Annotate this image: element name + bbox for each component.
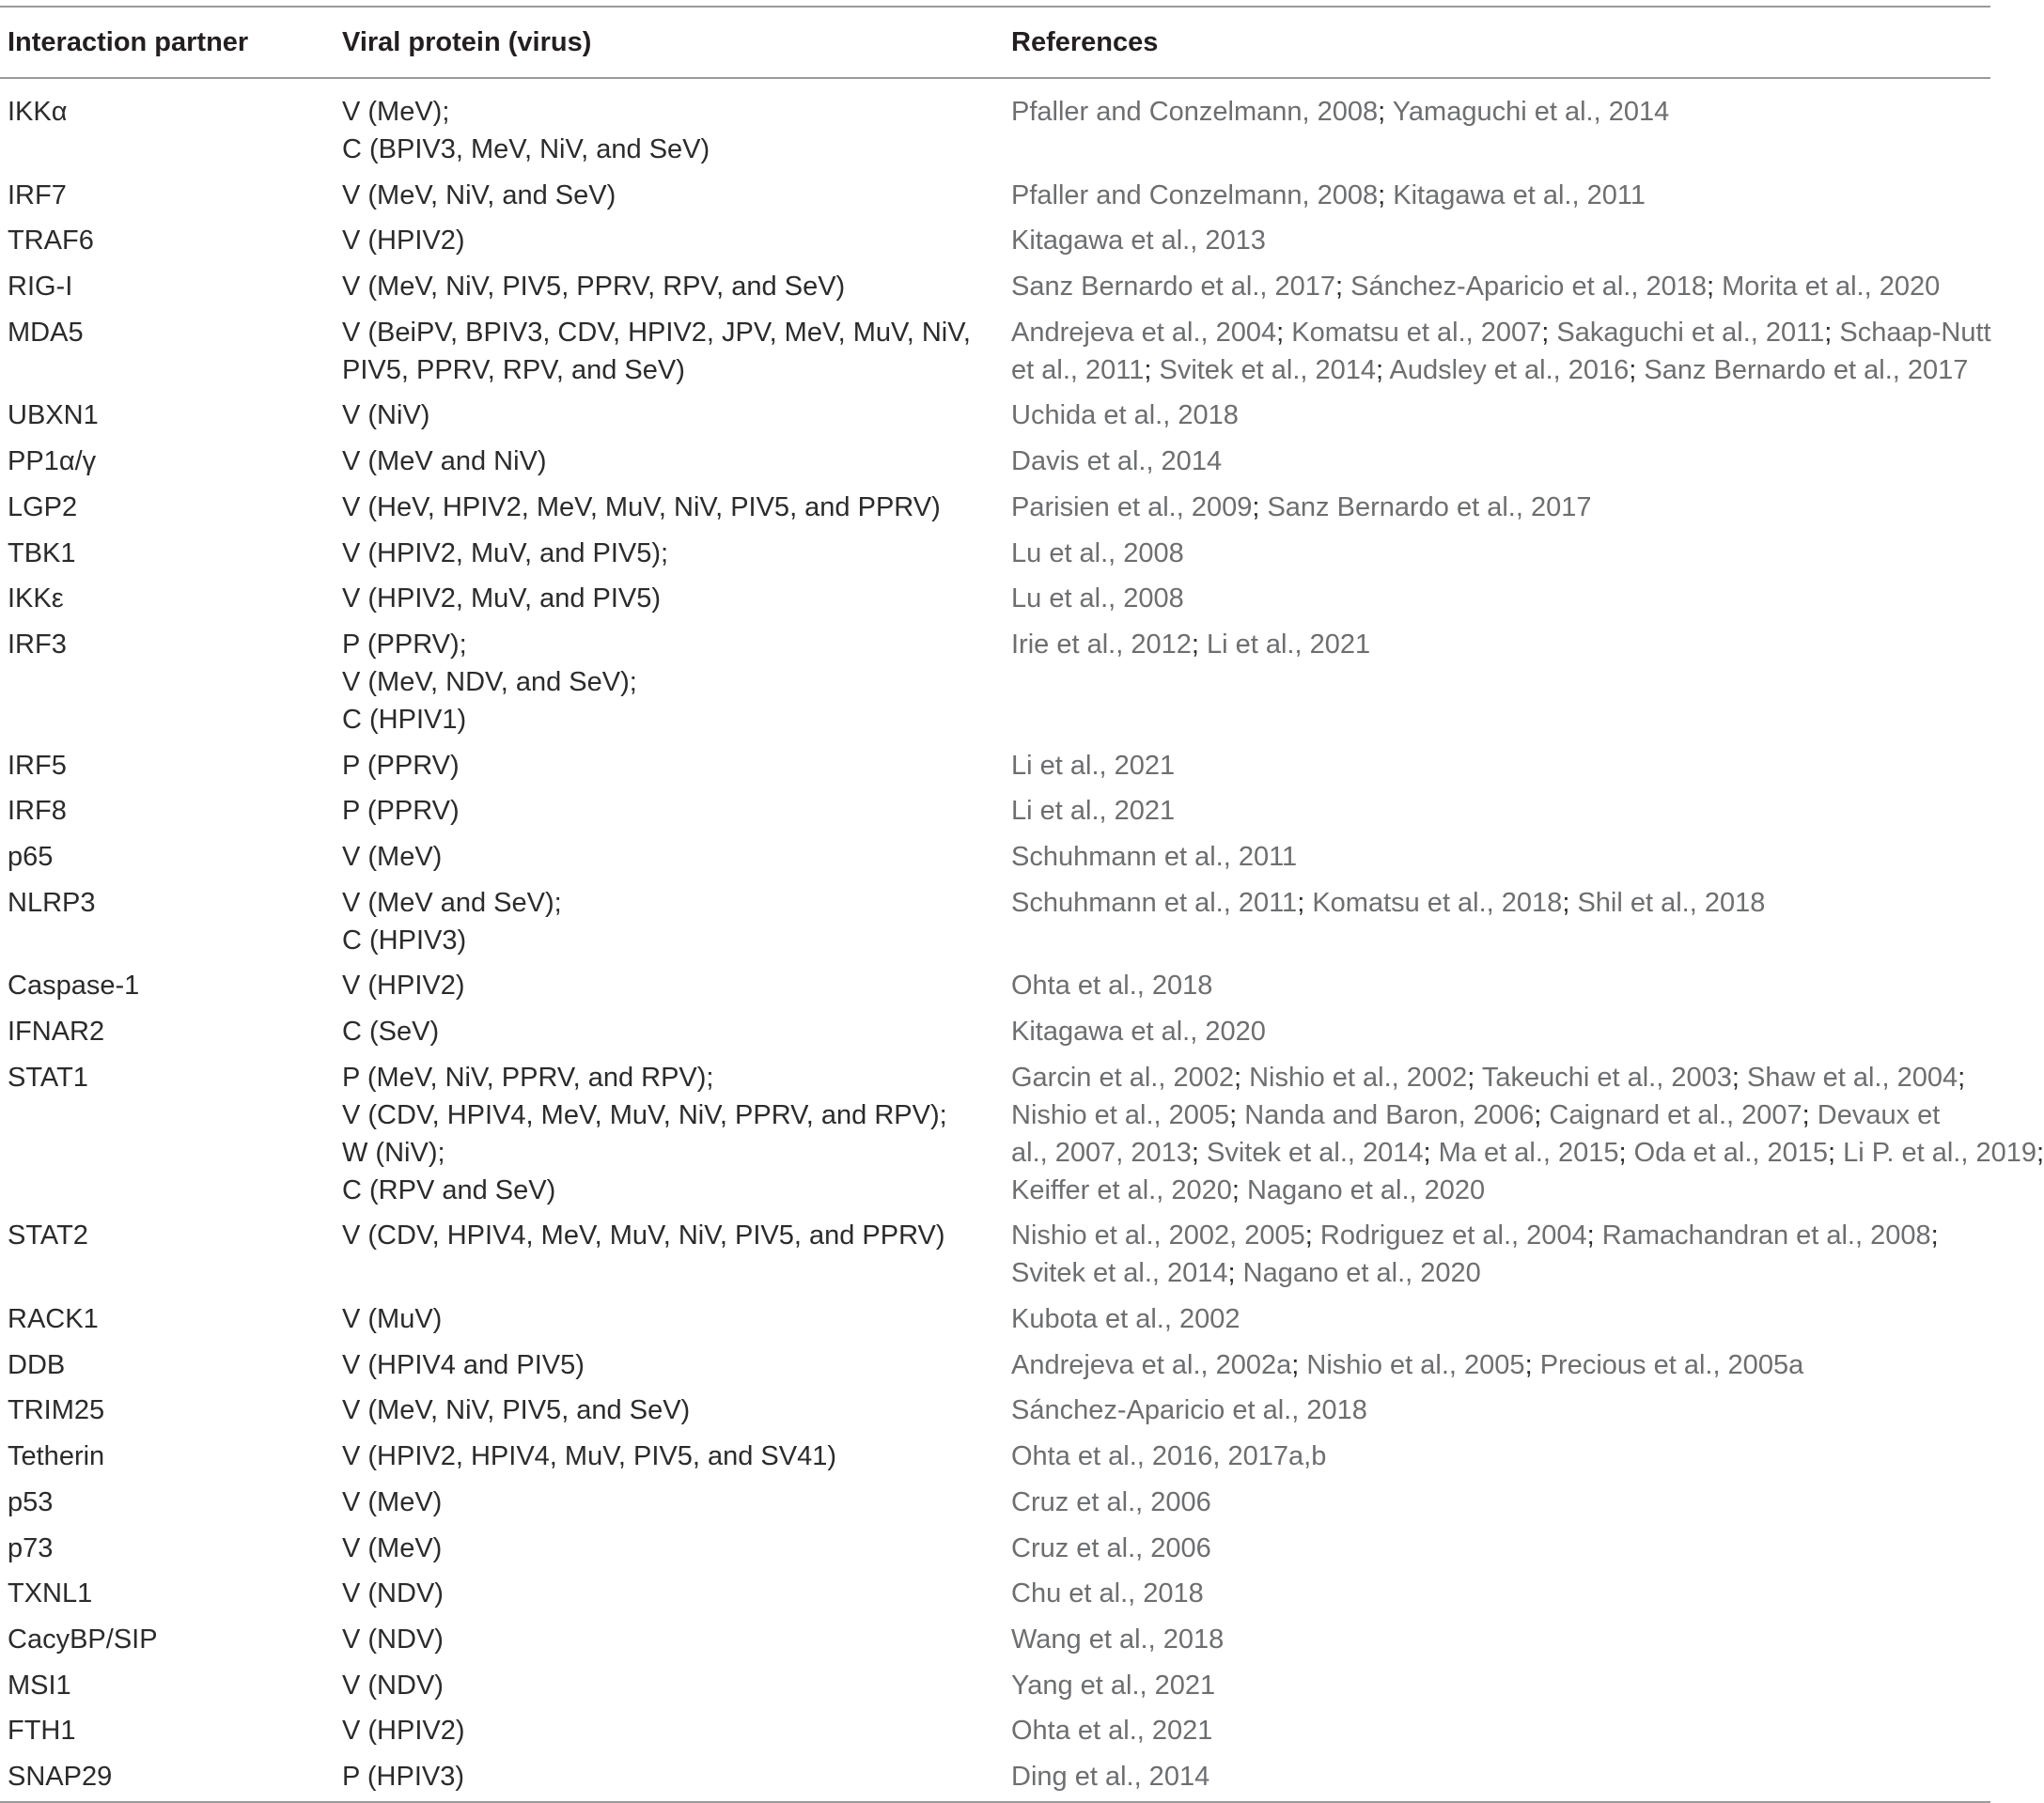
- reference-separator: ;: [1191, 629, 1207, 660]
- table-row: [0, 1575, 1990, 1621]
- viral-protein-line: V (BeiPV, BPIV3, CDV, HPIV2, JPV, MeV, MuV, NiV,: [342, 317, 971, 348]
- reference-link[interactable]: Svitek et al., 2014: [1207, 1137, 1424, 1168]
- reference-link[interactable]: Irie et al., 2012: [1011, 629, 1192, 660]
- reference-link[interactable]: Ohta et al., 2016, 2017a,b: [1011, 1441, 1327, 1472]
- interaction-partner-cell: IFNAR2: [8, 1017, 105, 1047]
- reference-link[interactable]: al., 2007, 2013: [1011, 1137, 1192, 1168]
- viral-protein-line: V (NiV): [342, 400, 430, 431]
- interaction-partner-cell: TRIM25: [8, 1395, 105, 1426]
- reference-link[interactable]: Li et al., 2021: [1206, 629, 1371, 660]
- viral-protein-line: C (BPIV3, MeV, NiV, and SeV): [342, 134, 710, 164]
- reference-separator: ;: [1824, 317, 1840, 348]
- reference-link[interactable]: Shaw et al., 2004: [1747, 1062, 1958, 1093]
- viral-protein-cell: [335, 1575, 1004, 1621]
- interaction-partner-cell: SNAP29: [0, 1758, 335, 1802]
- viral-protein-cell: [335, 1484, 1004, 1530]
- reference-link[interactable]: Ma et al., 2015: [1438, 1137, 1619, 1168]
- reference-line: [1011, 1096, 1990, 1134]
- viral-protein-line: P (PPRV);: [342, 629, 467, 660]
- viral-protein-line: W (NiV);: [342, 1137, 445, 1168]
- reference-separator: ;: [1144, 354, 1160, 385]
- viral-protein-line: V (NDV): [342, 1670, 444, 1701]
- reference-link[interactable]: Wang et al., 2018: [1011, 1624, 1225, 1655]
- interaction-partner-cell: TXNL1: [8, 1578, 93, 1609]
- references-cell: [1004, 1438, 1990, 1484]
- reference-line: [1011, 1217, 1990, 1254]
- table-row: [0, 626, 1990, 747]
- reference-link[interactable]: Komatsu et al., 2007: [1291, 317, 1542, 348]
- viral-protein-line: V (NDV): [342, 1624, 444, 1655]
- references-cell: [1004, 1484, 1990, 1530]
- reference-separator: ;: [1562, 887, 1578, 918]
- viral-protein-line: V (HPIV2, HPIV4, MuV, PIV5, and SV41): [342, 1441, 837, 1472]
- interaction-partner-cell: TBK1: [8, 537, 76, 568]
- reference-line: [1011, 580, 1990, 617]
- table-row: [0, 489, 1990, 535]
- reference-separator: ;: [1828, 1137, 1844, 1168]
- table-row: [0, 1217, 1990, 1300]
- viral-protein-cell: [335, 1300, 1004, 1346]
- viral-protein-cell: [335, 884, 1004, 968]
- reference-link[interactable]: Parisien et al., 2009: [1011, 491, 1253, 522]
- reference-line: [1011, 626, 1990, 663]
- reference-link[interactable]: Nishio et al., 2002, 2005: [1011, 1220, 1305, 1251]
- viral-protein-line: V (HPIV2): [342, 225, 465, 256]
- header-references: References: [1004, 7, 1990, 78]
- reference-separator: ;: [2036, 1137, 2044, 1168]
- reference-link[interactable]: Morita et al., 2020: [1722, 272, 1941, 303]
- reference-separator: ;: [1229, 1099, 1245, 1130]
- reference-separator: ;: [1586, 1220, 1602, 1251]
- references-cell: [1004, 396, 1990, 443]
- table-row: [0, 747, 1990, 793]
- reference-line: [1011, 177, 1990, 214]
- viral-protein-line: V (MeV): [342, 841, 443, 872]
- interaction-partner-cell: IRF7: [8, 179, 67, 210]
- reference-link[interactable]: Devaux et: [1817, 1099, 1941, 1130]
- reference-link[interactable]: Nishio et al., 2005: [1306, 1349, 1525, 1380]
- reference-link[interactable]: Yamaguchi et al., 2014: [1392, 97, 1670, 127]
- reference-link[interactable]: Nishio et al., 2005: [1011, 1099, 1230, 1130]
- reference-link[interactable]: Sánchez-Aparicio et al., 2018: [1350, 272, 1707, 303]
- viral-protein-line: V (CDV, HPIV4, MeV, MuV, NiV, PIV5, and PPRV): [342, 1220, 945, 1251]
- viral-protein-line: V (MeV);: [342, 97, 450, 127]
- reference-separator: ;: [1233, 1062, 1250, 1093]
- reference-link[interactable]: Garcin et al., 2002: [1011, 1062, 1234, 1093]
- viral-protein-cell: [335, 626, 1004, 747]
- viral-protein-cell: [335, 747, 1004, 793]
- reference-line: [1011, 1438, 1990, 1475]
- interaction-partner-cell: p73: [8, 1532, 54, 1563]
- table-header: [0, 7, 1990, 78]
- reference-line: [1011, 1667, 1990, 1704]
- references-cell: [1004, 314, 1990, 397]
- references-cell: [1004, 1059, 2044, 1218]
- references-cell: [1004, 1300, 1990, 1346]
- table-row: [0, 396, 1990, 443]
- reference-separator: ;: [1467, 1062, 1482, 1093]
- reference-link[interactable]: Andrejeva et al., 2002a: [1011, 1349, 1292, 1380]
- table-row: [0, 268, 1990, 314]
- reference-link[interactable]: Kitagawa et al., 2013: [1011, 225, 1266, 256]
- interaction-partner-cell: Caspase-1: [8, 971, 140, 1002]
- reference-link[interactable]: Lu et al., 2008: [1011, 537, 1184, 568]
- reference-link[interactable]: Sanz Bernardo et al., 2017: [1267, 491, 1592, 522]
- reference-separator: ;: [1958, 1062, 1966, 1093]
- reference-link[interactable]: Komatsu et al., 2018: [1312, 887, 1563, 918]
- interaction-partner-cell: p53: [8, 1486, 54, 1517]
- table-row: [0, 1758, 1990, 1802]
- references-cell: [1004, 489, 1990, 535]
- viral-protein-line: V (MeV): [342, 1532, 443, 1563]
- reference-line: [1011, 1300, 1990, 1338]
- viral-protein-line: V (HPIV2, MuV, and PIV5);: [342, 537, 669, 568]
- references-cell: [1004, 443, 1990, 489]
- table-row: [0, 535, 1990, 581]
- viral-protein-line: PIV5, PPRV, RPV, and SeV): [342, 354, 685, 385]
- table-row: [0, 580, 1990, 626]
- viral-protein-cell: [335, 78, 1004, 177]
- viral-protein-cell: [335, 1346, 1004, 1392]
- header-interaction-partner: Interaction partner: [0, 7, 335, 78]
- viral-protein-line: V (MeV, NiV, PIV5, PPRV, RPV, and SeV): [342, 272, 846, 303]
- reference-link[interactable]: Pfaller and Conzelmann, 2008: [1011, 97, 1379, 127]
- viral-protein-cell: [335, 1530, 1004, 1576]
- interaction-partner-cell: MSI1: [8, 1670, 71, 1701]
- references-cell: [1004, 1217, 1990, 1300]
- reference-separator: ;: [1291, 1349, 1307, 1380]
- header-viral-protein: Viral protein (virus): [335, 7, 1004, 78]
- reference-line: [1011, 1059, 1990, 1096]
- reference-line: [1011, 1254, 1990, 1292]
- reference-link[interactable]: Svitek et al., 2014: [1159, 354, 1377, 385]
- interaction-partner-cell: LGP2: [8, 491, 78, 522]
- table-row: [0, 222, 1990, 268]
- reference-link[interactable]: Caignard et al., 2007: [1549, 1099, 1802, 1130]
- reference-link[interactable]: Lu et al., 2008: [1011, 583, 1184, 614]
- reference-link[interactable]: Nagano et al., 2020: [1246, 1174, 1486, 1205]
- reference-line: [1011, 1013, 1990, 1050]
- viral-protein-cell: [335, 535, 1004, 581]
- viral-protein-line: V (HPIV2, MuV, and PIV5): [342, 583, 662, 614]
- references-cell: [1004, 1013, 1990, 1059]
- references-cell: [1004, 1712, 1990, 1758]
- reference-separator: ;: [1378, 97, 1393, 127]
- reference-separator: ;: [1423, 1137, 1439, 1168]
- reference-link[interactable]: Li et al., 2021: [1011, 750, 1176, 781]
- reference-line: [1011, 1758, 1990, 1795]
- reference-line: [1011, 535, 1990, 572]
- reference-separator: ;: [1231, 1174, 1247, 1205]
- reference-link[interactable]: Schuhmann et al., 2011: [1011, 887, 1298, 918]
- reference-link[interactable]: Sanz Bernardo et al., 2017: [1011, 272, 1336, 303]
- reference-link[interactable]: et al., 2011: [1011, 354, 1145, 385]
- reference-separator: ;: [1541, 317, 1557, 348]
- reference-separator: ;: [1252, 491, 1268, 522]
- viral-protein-line: V (HPIV4 and PIV5): [342, 1349, 585, 1380]
- references-cell: [1004, 1530, 1990, 1576]
- interaction-partner-cell: IKKε: [8, 583, 64, 614]
- reference-link[interactable]: Andrejeva et al., 2004: [1011, 317, 1277, 348]
- table-row: [0, 884, 1990, 968]
- viral-protein-cell: [335, 1712, 1004, 1758]
- viral-protein-line: V (HPIV2): [342, 1716, 465, 1747]
- references-cell: [1004, 580, 1990, 626]
- viral-protein-cell: [335, 1059, 1004, 1218]
- viral-protein-line: C (RPV and SeV): [342, 1174, 556, 1205]
- reference-link[interactable]: Li P. et al., 2019: [1843, 1137, 2036, 1168]
- viral-protein-line: C (HPIV1): [342, 704, 467, 735]
- reference-line: [1011, 351, 1990, 389]
- reference-line: [1011, 396, 1990, 434]
- reference-line: [1011, 268, 1990, 305]
- reference-line: [1011, 1575, 1990, 1612]
- table-row: [0, 443, 1990, 489]
- reference-link[interactable]: Nanda and Baron, 2006: [1244, 1099, 1535, 1130]
- reference-separator: ;: [1297, 887, 1313, 918]
- viral-protein-line: V (MeV, NiV, and SeV): [342, 179, 616, 210]
- reference-link[interactable]: Kubota et al., 2002: [1011, 1304, 1240, 1335]
- reference-link[interactable]: Li et al., 2021: [1011, 796, 1176, 827]
- viral-protein-line: V (NDV): [342, 1578, 444, 1609]
- reference-line: [1011, 1712, 1990, 1749]
- reference-line: [1011, 838, 1990, 876]
- reference-link[interactable]: Schuhmann et al., 2011: [1011, 841, 1298, 872]
- reference-line: [1011, 314, 1990, 351]
- table-row: [0, 1346, 1990, 1392]
- interaction-partner-cell: TRAF6: [8, 225, 94, 256]
- reference-separator: ;: [1534, 1099, 1550, 1130]
- reference-line: [1011, 1621, 1990, 1658]
- references-cell: [1004, 967, 1990, 1013]
- viral-protein-line: P (PPRV): [342, 796, 460, 827]
- viral-protein-line: V (HeV, HPIV2, MeV, MuV, NiV, PIV5, and PPRV): [342, 491, 941, 522]
- interaction-partner-cell: NLRP3: [8, 887, 96, 918]
- viral-protein-line: P (MeV, NiV, PPRV, and RPV);: [342, 1062, 714, 1093]
- interaction-partner-cell: DDB: [8, 1349, 66, 1380]
- reference-line: [1011, 443, 1990, 480]
- references-cell: [1004, 535, 1990, 581]
- interaction-partner-cell: RACK1: [8, 1304, 99, 1335]
- table-row: [0, 314, 1990, 397]
- reference-separator: ;: [1335, 272, 1351, 303]
- reference-separator: ;: [1227, 1258, 1243, 1289]
- reference-separator: ;: [1731, 1062, 1747, 1093]
- table-row: [0, 1013, 1990, 1059]
- reference-link[interactable]: Yang et al., 2021: [1011, 1670, 1216, 1701]
- reference-separator: ;: [1378, 179, 1394, 210]
- interaction-partner-cell: RIG-I: [8, 272, 73, 303]
- reference-link[interactable]: Sakaguchi et al., 2011: [1556, 317, 1825, 348]
- reference-link[interactable]: Pfaller and Conzelmann, 2008: [1011, 179, 1379, 210]
- reference-link[interactable]: Ding et al., 2014: [1011, 1761, 1210, 1792]
- interaction-partner-cell: PP1α/γ: [8, 446, 97, 477]
- reference-line: [1011, 967, 1990, 1004]
- header-row: [0, 7, 1990, 78]
- viral-protein-line: V (MeV and SeV);: [342, 887, 562, 918]
- viral-protein-line: C (HPIV3): [342, 925, 467, 956]
- viral-protein-cell: [335, 314, 1004, 397]
- reference-line: [1011, 1391, 1990, 1429]
- interaction-partner-cell: STAT2: [8, 1220, 88, 1251]
- reference-line: [1011, 1172, 1990, 1209]
- table-row: [0, 177, 1990, 223]
- viral-protein-cell: [335, 396, 1004, 443]
- reference-line: [1011, 93, 1990, 131]
- table-body: [0, 78, 2044, 1802]
- reference-separator: ;: [1524, 1349, 1540, 1380]
- references-cell: [1004, 222, 1990, 268]
- reference-line: [1011, 747, 1990, 785]
- viral-protein-cell: [335, 1621, 1004, 1667]
- viral-protein-cell: [335, 838, 1004, 884]
- references-cell: [1004, 747, 1990, 793]
- interaction-partner-cell: CacyBP/SIP: [8, 1624, 158, 1655]
- viral-protein-cell: [335, 967, 1004, 1013]
- viral-protein-cell: [335, 1438, 1004, 1484]
- reference-separator: ;: [1304, 1220, 1320, 1251]
- reference-line: [1011, 884, 1990, 922]
- viral-protein-cell: [335, 222, 1004, 268]
- viral-protein-cell: [335, 1391, 1004, 1438]
- reference-link[interactable]: Kitagawa et al., 2011: [1393, 179, 1646, 210]
- reference-link[interactable]: Ohta et al., 2021: [1011, 1716, 1213, 1747]
- reference-line: [1011, 1346, 1990, 1384]
- table-row: [0, 78, 1990, 177]
- viral-protein-line: V (MeV): [342, 1486, 443, 1517]
- table-row: [0, 792, 1990, 838]
- interaction-partner-cell: IRF8: [8, 796, 67, 827]
- reference-line: [1011, 489, 1990, 526]
- reference-link[interactable]: Svitek et al., 2014: [1011, 1258, 1228, 1289]
- interaction-table-container: [0, 6, 2044, 1803]
- reference-line: [1011, 1134, 2044, 1172]
- references-cell: [1004, 1346, 1990, 1392]
- reference-link[interactable]: Takeuchi et al., 2003: [1481, 1062, 1732, 1093]
- table-row: [0, 1300, 1990, 1346]
- reference-separator: ;: [1629, 354, 1645, 385]
- viral-protein-cell: [335, 1217, 1004, 1300]
- viral-protein-cell: [335, 268, 1004, 314]
- reference-line: [1011, 792, 1990, 830]
- table-row: [0, 1438, 1990, 1484]
- interaction-partner-cell: MDA5: [8, 317, 84, 348]
- reference-link[interactable]: Kitagawa et al., 2020: [1011, 1017, 1266, 1047]
- viral-protein-cell: [335, 1667, 1004, 1713]
- viral-protein-cell: [335, 443, 1004, 489]
- reference-link[interactable]: Chu et al., 2018: [1011, 1578, 1204, 1609]
- reference-link[interactable]: Sanz Bernardo et al., 2017: [1644, 354, 1969, 385]
- reference-link[interactable]: Rodriguez et al., 2004: [1319, 1220, 1587, 1251]
- viral-protein-cell: [335, 489, 1004, 535]
- viral-protein-cell: [335, 1013, 1004, 1059]
- table-row: [0, 1059, 1990, 1218]
- reference-link[interactable]: Audsley et al., 2016: [1389, 354, 1630, 385]
- reference-link[interactable]: Davis et al., 2014: [1011, 446, 1223, 477]
- viral-protein-line: V (MeV and NiV): [342, 446, 547, 477]
- interaction-table: [0, 6, 2044, 1803]
- table-row: [0, 967, 1990, 1013]
- reference-link[interactable]: Schaap-Nutt: [1839, 317, 1991, 348]
- references-cell: [1004, 838, 1990, 884]
- references-cell: [1004, 792, 1990, 838]
- reference-link[interactable]: Ohta et al., 2018: [1011, 971, 1213, 1002]
- references-cell: [1004, 1758, 1990, 1802]
- reference-link[interactable]: Nagano et al., 2020: [1242, 1258, 1481, 1289]
- table-row: [0, 1530, 1990, 1576]
- reference-link[interactable]: Uchida et al., 2018: [1011, 400, 1239, 431]
- reference-separator: ;: [1706, 272, 1723, 303]
- references-cell: [1004, 626, 1990, 747]
- viral-protein-line: V (MeV, NDV, and SeV);: [342, 666, 637, 697]
- reference-separator: ;: [1376, 354, 1390, 385]
- references-cell: [1004, 1391, 1990, 1438]
- reference-line: [1011, 1484, 1990, 1521]
- viral-protein-line: V (MeV, NiV, PIV5, and SeV): [342, 1395, 691, 1426]
- references-cell: [1004, 1575, 1990, 1621]
- interaction-partner-cell: IRF5: [8, 750, 67, 781]
- viral-protein-line: C (SeV): [342, 1017, 440, 1047]
- reference-link[interactable]: Nishio et al., 2002: [1249, 1062, 1468, 1093]
- interaction-partner-cell: IKKα: [8, 97, 68, 127]
- reference-link[interactable]: Cruz et al., 2006: [1011, 1486, 1211, 1517]
- table-row: [0, 1391, 1990, 1438]
- reference-separator: ;: [1276, 317, 1292, 348]
- interaction-partner-cell: UBXN1: [8, 400, 99, 431]
- table-row: [0, 1667, 1990, 1713]
- reference-separator: ;: [1618, 1137, 1634, 1168]
- reference-separator: ;: [1930, 1220, 1939, 1251]
- interaction-partner-cell: IRF3: [8, 629, 67, 660]
- reference-separator: ;: [1191, 1137, 1208, 1168]
- references-cell: [1004, 78, 1990, 177]
- table-row: [0, 838, 1990, 884]
- interaction-partner-cell: Tetherin: [8, 1441, 105, 1472]
- viral-protein-cell: [335, 177, 1004, 223]
- references-cell: [1004, 1667, 1990, 1713]
- viral-protein-line: V (HPIV2): [342, 971, 465, 1002]
- reference-link[interactable]: Keiffer et al., 2020: [1011, 1174, 1232, 1205]
- reference-link[interactable]: Ramachandran et al., 2008: [1601, 1220, 1931, 1251]
- interaction-partner-cell: FTH1: [8, 1716, 76, 1747]
- references-cell: [1004, 177, 1990, 223]
- viral-protein-line: V (MuV): [342, 1304, 443, 1335]
- viral-protein-cell: [335, 580, 1004, 626]
- interaction-partner-cell: STAT1: [8, 1062, 88, 1093]
- reference-line: [1011, 1530, 1990, 1567]
- references-cell: [1004, 1621, 1990, 1667]
- viral-protein-cell: [335, 792, 1004, 838]
- viral-protein-cell: [335, 1758, 1004, 1802]
- reference-link[interactable]: Sánchez-Aparicio et al., 2018: [1011, 1395, 1367, 1426]
- viral-protein-line: P (HPIV3): [342, 1761, 465, 1792]
- reference-link[interactable]: Oda et al., 2015: [1633, 1137, 1829, 1168]
- table-row: [0, 1712, 1990, 1758]
- viral-protein-line: P (PPRV): [342, 750, 460, 781]
- references-cell: [1004, 884, 1990, 968]
- table-row: [0, 1621, 1990, 1667]
- reference-line: [1011, 222, 1990, 259]
- reference-link[interactable]: Cruz et al., 2006: [1011, 1532, 1211, 1563]
- viral-protein-line: V (CDV, HPIV4, MeV, MuV, NiV, PPRV, and RPV);: [342, 1099, 947, 1130]
- interaction-partner-cell: p65: [8, 841, 54, 872]
- reference-link[interactable]: Shil et al., 2018: [1577, 887, 1766, 918]
- reference-link[interactable]: Precious et al., 2005a: [1539, 1349, 1804, 1380]
- references-cell: [1004, 268, 1990, 314]
- reference-separator: ;: [1802, 1099, 1818, 1130]
- table-row: [0, 1484, 1990, 1530]
